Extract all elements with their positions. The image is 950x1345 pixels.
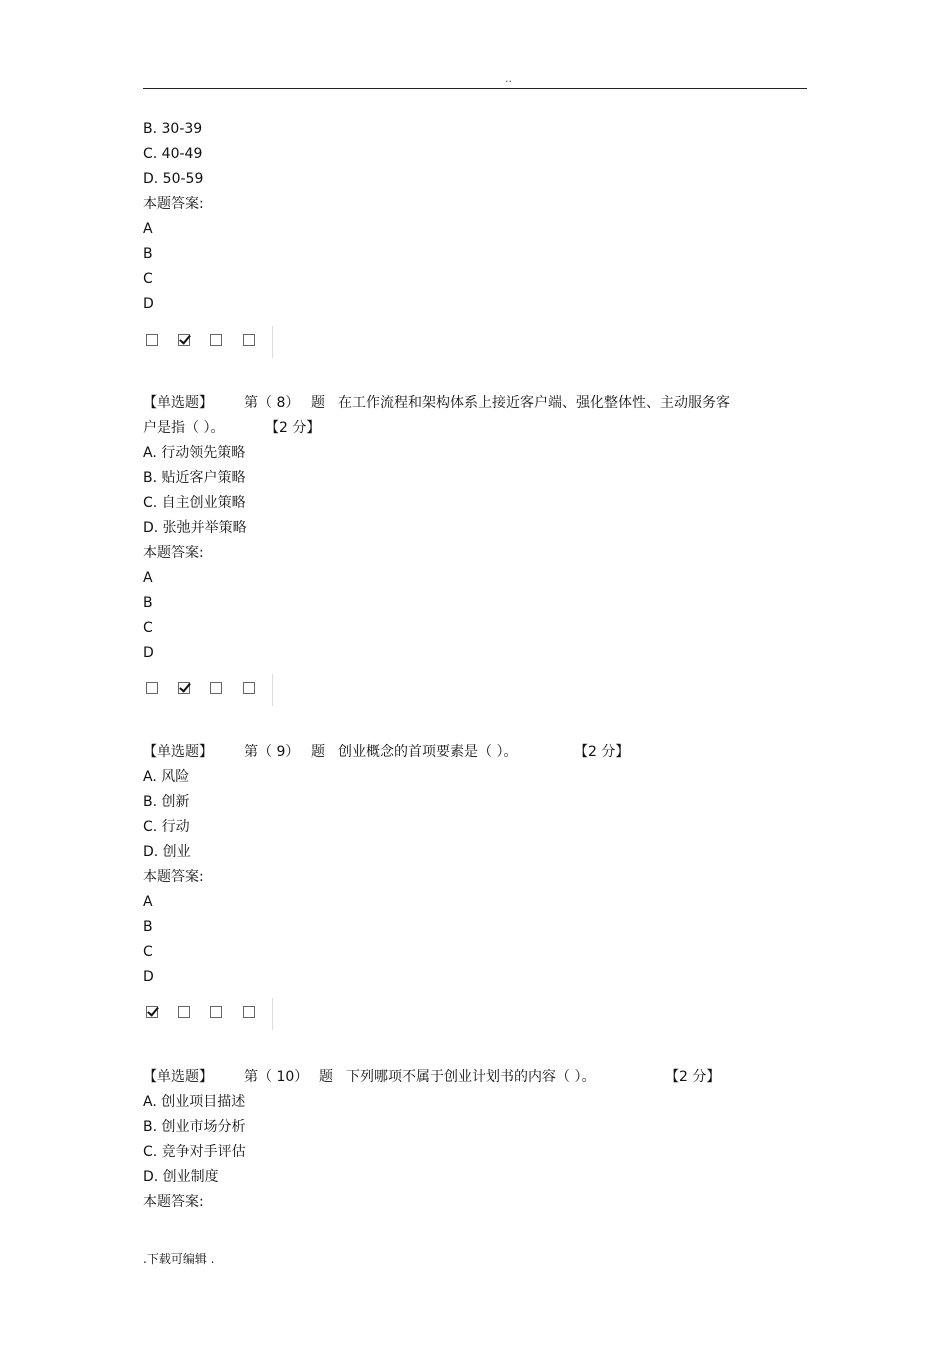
question-ti: 题 [311, 395, 325, 411]
header-rule [143, 88, 807, 89]
answer-letter-d: D [143, 645, 154, 661]
option-a: A. 创业项目描述 [143, 1094, 246, 1110]
answer-checkbox-row [143, 326, 273, 358]
answer-label: 本题答案: [143, 545, 204, 561]
checkbox-a[interactable] [146, 1006, 158, 1018]
answer-letter-a: A [143, 894, 153, 910]
question-number: 第（ 10） [244, 1069, 309, 1085]
answer-checkbox-row [143, 998, 273, 1030]
question-ti: 题 [311, 744, 325, 760]
answer-letter-d: D [143, 969, 154, 985]
checkbox-c[interactable] [210, 682, 222, 694]
checkbox-b[interactable] [178, 682, 190, 694]
checkbox-b[interactable] [178, 334, 190, 346]
answer-letter-d: D [143, 296, 154, 312]
question-text: 创业概念的首项要素是（ ）。 [338, 744, 518, 760]
question-score: 【2 分】 [574, 744, 630, 760]
answer-letter-b: B [143, 595, 153, 611]
row-separator [272, 326, 273, 358]
question-text: 在工作流程和架构体系上接近客户端、强化整体性、主动服务客 [338, 395, 730, 411]
option-c: C. 40-49 [143, 146, 203, 162]
answer-letter-b: B [143, 919, 153, 935]
answer-letter-a: A [143, 221, 153, 237]
option-d: D. 50-59 [143, 171, 204, 187]
answer-label: 本题答案: [143, 196, 204, 212]
answer-checkbox-row [143, 674, 273, 706]
checkbox-c[interactable] [210, 334, 222, 346]
question-score: 【2 分】 [265, 420, 321, 436]
checkbox-b[interactable] [178, 1006, 190, 1018]
question-ti: 题 [319, 1069, 333, 1085]
option-b: B. 贴近客户策略 [143, 470, 246, 486]
answer-label: 本题答案: [143, 869, 204, 885]
question-number: 第（ 9） [244, 744, 300, 760]
question-number: 第（ 8） [244, 395, 300, 411]
checkbox-c[interactable] [210, 1006, 222, 1018]
question-score: 【2 分】 [665, 1069, 721, 1085]
answer-letter-b: B [143, 246, 153, 262]
option-d: D. 创业 [143, 844, 191, 860]
answer-letter-c: C [143, 620, 153, 636]
question-type: 【单选题】 [143, 744, 213, 760]
question-text: 下列哪项不属于创业计划书的内容（ ）。 [346, 1069, 596, 1085]
checkbox-d[interactable] [243, 334, 255, 346]
option-d: D. 创业制度 [143, 1169, 219, 1185]
checkbox-d[interactable] [243, 682, 255, 694]
header-dots: .. [505, 72, 512, 85]
answer-letter-c: C [143, 271, 153, 287]
checkbox-d[interactable] [243, 1006, 255, 1018]
option-d: D. 张弛并举策略 [143, 520, 247, 536]
row-separator [272, 998, 273, 1030]
question-text-cont: 户是指（ ）。 [143, 420, 225, 436]
answer-letter-c: C [143, 944, 153, 960]
checkbox-a[interactable] [146, 334, 158, 346]
answer-letter-a: A [143, 570, 153, 586]
option-b: B. 30-39 [143, 121, 203, 137]
row-separator [272, 674, 273, 706]
option-b: B. 创业市场分析 [143, 1119, 246, 1135]
option-c: C. 行动 [143, 819, 190, 835]
option-c: C. 竞争对手评估 [143, 1144, 246, 1160]
question-type: 【单选题】 [143, 395, 213, 411]
checkbox-a[interactable] [146, 682, 158, 694]
answer-label: 本题答案: [143, 1194, 204, 1210]
option-a: A. 风险 [143, 769, 190, 785]
option-a: A. 行动领先策略 [143, 445, 246, 461]
option-c: C. 自主创业策略 [143, 495, 246, 511]
option-b: B. 创新 [143, 794, 190, 810]
footer-note: .下载可编辑 . [143, 1252, 215, 1266]
question-type: 【单选题】 [143, 1069, 213, 1085]
